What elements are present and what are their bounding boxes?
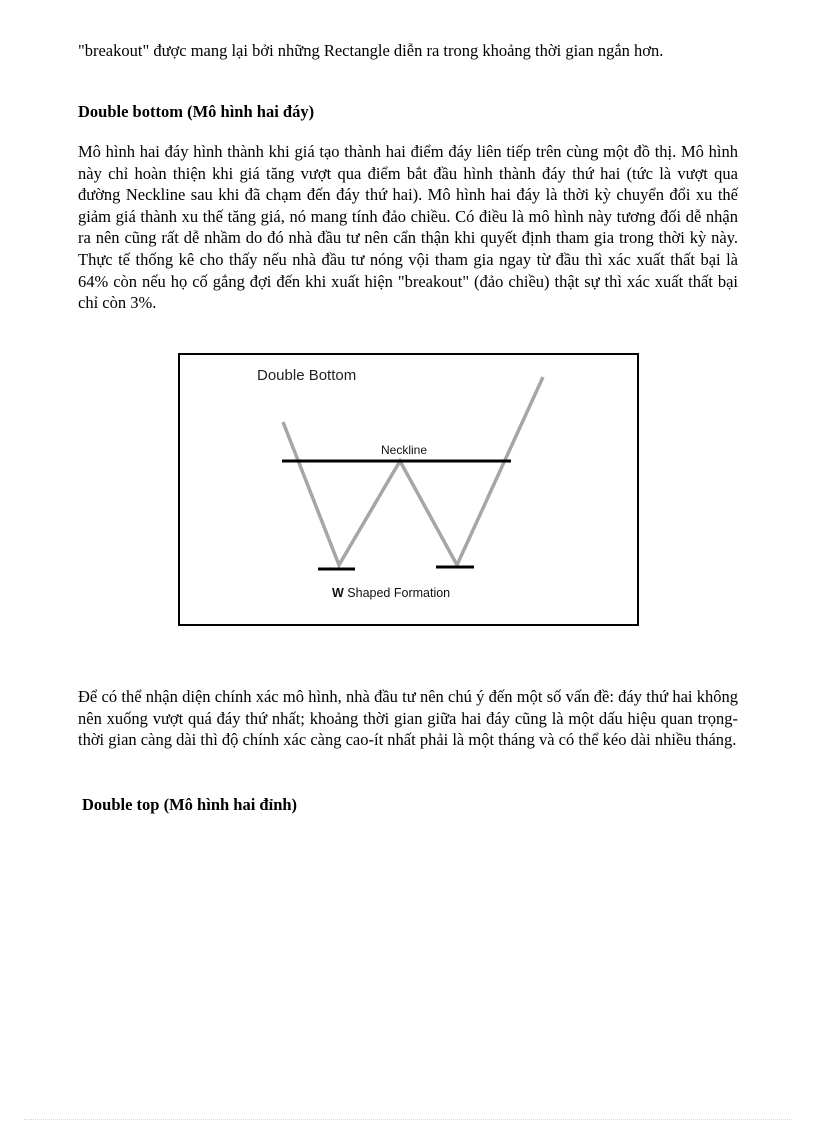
- heading-paren: (Mô hình hai đáy): [187, 102, 315, 121]
- double-bottom-description: Mô hình hai đáy hình thành khi giá tạo thành hai điểm đáy liên tiếp trên cùng một đồ thị. Mô hình này chỉ hoàn thiện khi giá tăng vượt qua điểm bắt đầu hình thành đáy thứ hai (tức là vượt qua đường Neckline sau khi đã chạm đến đáy thứ hai). Mô hình hai đáy là thời kỳ chuyển đổi xu thế giảm giá thành xu thế tăng giá, nó mang tính đảo chiều. Có điều là mô hình này tương đối dễ nhận ra nên cũng rất dễ nhầm do đó nhà đầu tư nên cẩn thận khi quyết định tham gia trong thời kỳ này. Thực tế thống kê cho thấy nếu nhà đầu tư nóng vội tham gia ngay từ đầu thì xác xuất thất bại là 64% còn nếu họ cố gắng đợi đến khi xuất hiện "breakout" (đảo chiều) thật sự thì xác xuất thất bại chỉ còn 3%.: [78, 142, 738, 313]
- double-bottom-figure: [178, 353, 639, 626]
- intro-paragraph: "breakout" được mang lại bởi những Rectangle diễn ra trong khoảng thời gian ngắn hơn.: [78, 41, 664, 60]
- neckline-label: Neckline: [380, 443, 428, 457]
- section-heading-double-top: [82, 794, 297, 815]
- heading-main: Double top: [82, 795, 160, 814]
- heading-paren: (Mô hình hai đỉnh): [163, 795, 298, 814]
- double-bottom-diagram: [178, 353, 639, 626]
- caption-bold: W: [332, 586, 344, 600]
- section-heading-double-bottom: [78, 101, 314, 122]
- identification-paragraph: Để có thể nhận diện chính xác mô hình, nhà đầu tư nên chú ý đến một số vấn đề: đáy thứ hai không nên xuống vượt quá đáy thứ nhất; khoảng thời gian giữa hai đáy cũng là một dấu hiệu quan trọng-thời gian càng dài thì độ chính xác càng cao-ít nhất phải là một tháng và có thể kéo dài nhiều tháng.: [78, 687, 738, 750]
- heading-main: Double bottom: [78, 102, 183, 121]
- caption-rest: Shaped Formation: [343, 586, 451, 600]
- page-bottom-rule: [24, 1119, 792, 1120]
- figure-frame: [179, 354, 638, 625]
- figure-title: Double Bottom: [257, 367, 357, 384]
- figure-caption: [332, 586, 450, 600]
